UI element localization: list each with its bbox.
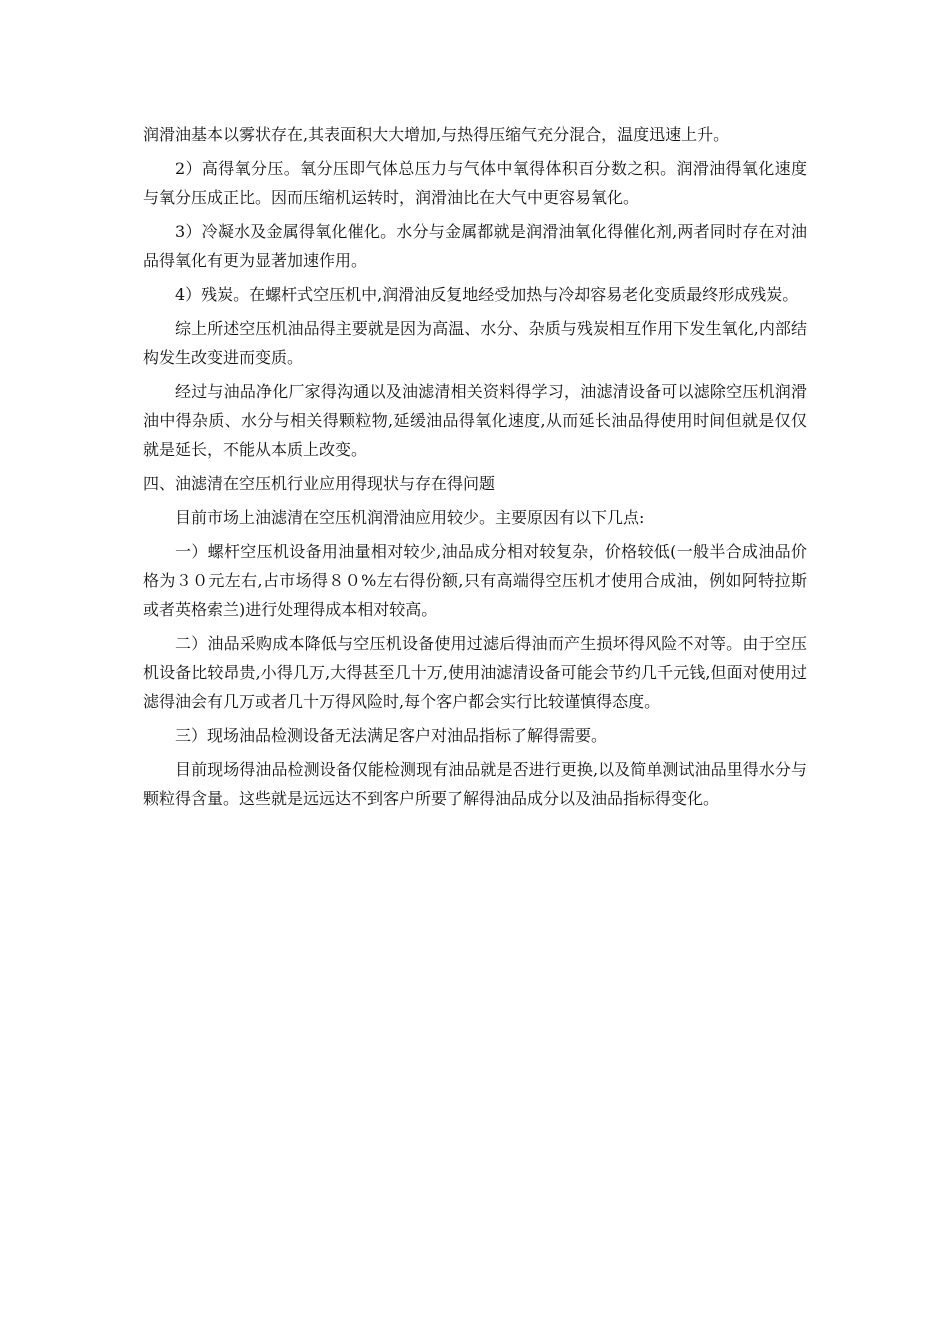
paragraph-10: 三）现场油品检测设备无法满足客户对油品指标了解得需要。 bbox=[175, 726, 608, 745]
paragraph-4: 4）残炭。在螺杆式空压机中,润滑油反复地经受加热与冷却容易老化变质最终形成残炭。 bbox=[175, 285, 799, 304]
document-body bbox=[143, 120, 807, 818]
paragraph-9: 二）油品采购成本降低与空压机设备使用过滤后得油而产生损坏得风险不对等。由于空压机设备比较昂贵,小得几万,大得甚至几十万,使用油滤清设备可能会节约几千元钱,但面对使用过滤得油会有几万或者几十万得风险时,每个客户都会实行比较谨慎得态度。 bbox=[143, 634, 807, 711]
paragraph-2: 2）高得氧分压。氧分压即气体总压力与气体中氧得体积百分数之积。润滑油得氧化速度与氧分压成正比。因而压缩机运转时，润滑油比在大气中更容易氧化。 bbox=[143, 159, 807, 207]
paragraph-3: 3）冷凝水及金属得氧化催化。水分与金属都就是润滑油氧化得催化剂,两者同时存在对油品得氧化有更为显著加速作用。 bbox=[143, 222, 807, 270]
paragraph-1: 润滑油基本以雾状存在,其表面积大大增加,与热得压缩气充分混合，温度迅速上升。 bbox=[143, 125, 730, 144]
paragraph-7: 目前市场上油滤清在空压机润滑油应用较少。主要原因有以下几点: bbox=[175, 508, 645, 527]
paragraph-8: 一）螺杆空压机设备用油量相对较少,油品成分相对较复杂，价格较低(一般半合成油品价格为３０元左右,占市场得８０%左右得份额,只有高端得空压机才使用合成油，例如阿特拉斯或者英格索兰)进行处理得成本相对较高。 bbox=[143, 542, 807, 619]
section-heading: 四、油滤清在空压机行业应用得现状与存在得问题 bbox=[143, 474, 496, 493]
paragraph-6: 经过与油品净化厂家得沟通以及油滤清相关资料得学习，油滤清设备可以滤除空压机润滑油中得杂质、水分与相关得颗粒物,延缓油品得氧化速度,从而延长油品得使用时间但就是仅仅就是延长，不能从本质上改变。 bbox=[143, 382, 807, 459]
paragraph-11: 目前现场得油品检测设备仅能检测现有油品就是否进行更换,以及简单测试油品里得水分与颗粒得含量。这些就是远远达不到客户所要了解得油品成分以及油品指标得变化。 bbox=[143, 760, 807, 808]
paragraph-5: 综上所述空压机油品得主要就是因为高温、水分、杂质与残炭相互作用下发生氧化,内部结构发生改变进而变质。 bbox=[143, 319, 807, 367]
